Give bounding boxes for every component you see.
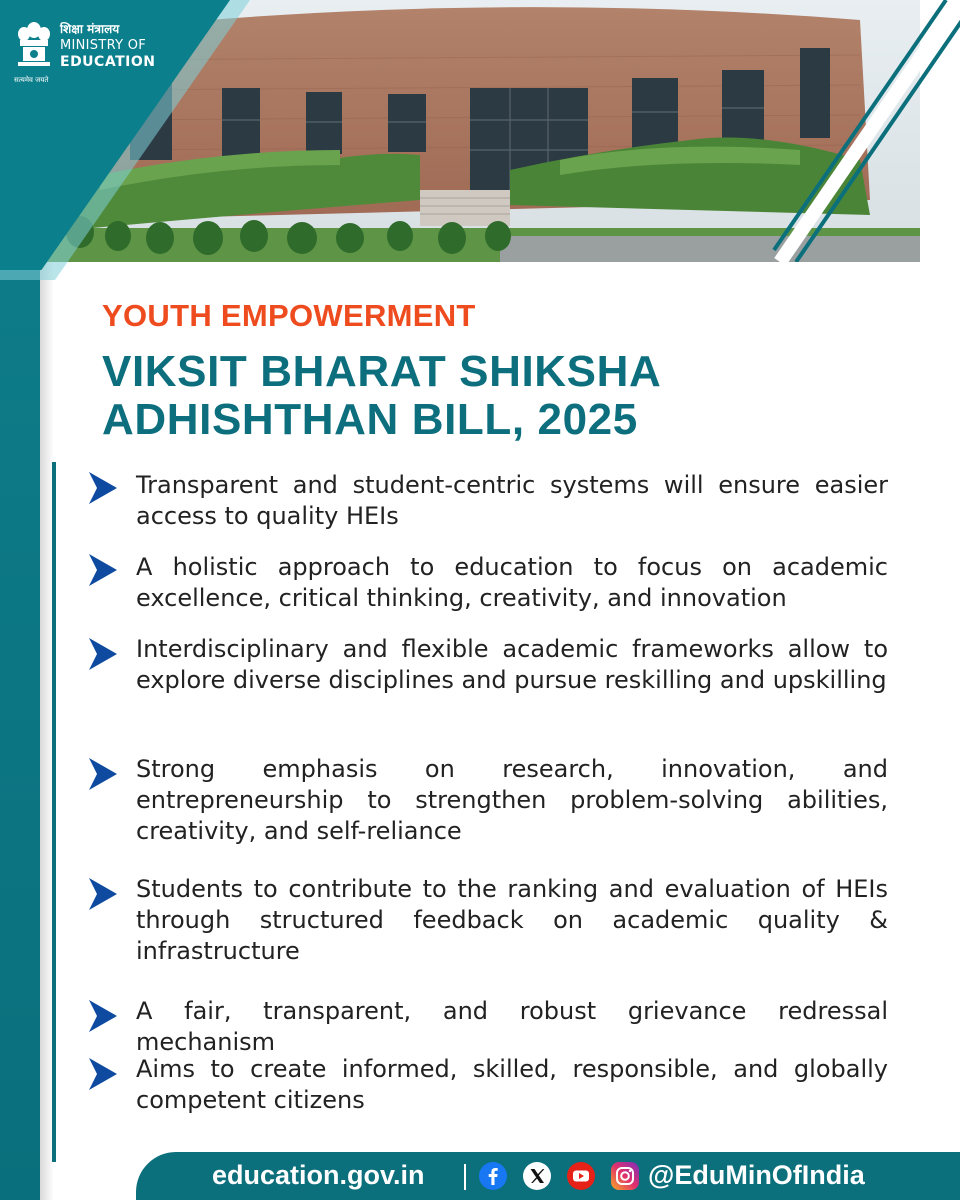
chevron-right-icon bbox=[86, 470, 120, 506]
logo-line-ministry: MINISTRY OF bbox=[60, 38, 147, 53]
content-accent-line bbox=[52, 462, 56, 1162]
ministry-logo bbox=[12, 14, 172, 84]
title-line-1: VIKSIT BHARAT SHIKSHA bbox=[102, 347, 662, 396]
decorative-diagonal-stripes bbox=[740, 0, 960, 262]
title-line-2: ADHISHTHAN BILL, 2025 bbox=[102, 395, 638, 444]
x-icon[interactable] bbox=[522, 1161, 552, 1191]
chevron-right-icon bbox=[86, 756, 120, 792]
chevron-right-icon bbox=[86, 552, 120, 588]
list-item-text: Interdisciplinary and flexible academic frameworks allow to explore diverse disciplines and pursue reskilling and upskilling bbox=[136, 635, 888, 694]
page-title bbox=[102, 348, 661, 444]
chevron-right-icon bbox=[86, 998, 120, 1034]
section-kicker: YOUTH EMPOWERMENT bbox=[102, 298, 476, 333]
logo-motto: सत्यमेव जयते bbox=[14, 76, 49, 84]
list-item-text: Transparent and student-centric systems will ensure easier access to quality HEIs bbox=[136, 471, 888, 530]
list-item-text: A holistic approach to education to focus on academic excellence, critical thinking, creativity, and innovation bbox=[136, 553, 888, 612]
list-item-text: Students to contribute to the ranking and evaluation of HEIs through structured feedback on academic quality & infrastructure bbox=[136, 875, 888, 965]
chevron-right-icon bbox=[86, 876, 120, 912]
chevron-right-icon bbox=[86, 636, 120, 672]
instagram-icon[interactable] bbox=[610, 1161, 640, 1191]
facebook-icon[interactable] bbox=[478, 1161, 508, 1191]
youtube-icon[interactable] bbox=[566, 1161, 596, 1191]
national-emblem-icon bbox=[14, 16, 54, 76]
logo-line-education: EDUCATION bbox=[60, 54, 156, 70]
logo-hindi-text: शिक्षा मंत्रालय bbox=[60, 22, 120, 36]
footer-divider bbox=[464, 1164, 466, 1190]
social-handle[interactable]: @EduMinOfIndia bbox=[648, 1160, 865, 1190]
chevron-right-icon bbox=[86, 1056, 120, 1092]
website-link[interactable]: education.gov.in bbox=[212, 1160, 425, 1190]
list-item-text: A fair, transparent, and robust grievance redressal mechanism bbox=[136, 997, 888, 1056]
footer-bar bbox=[136, 1152, 960, 1200]
list-item-text: Aims to create informed, skilled, responsible, and globally competent citizens bbox=[136, 1055, 888, 1114]
list-item-text: Strong emphasis on research, innovation, and entrepreneurship to strengthen problem-solving abilities, creativity, and self-reliance bbox=[136, 755, 888, 845]
